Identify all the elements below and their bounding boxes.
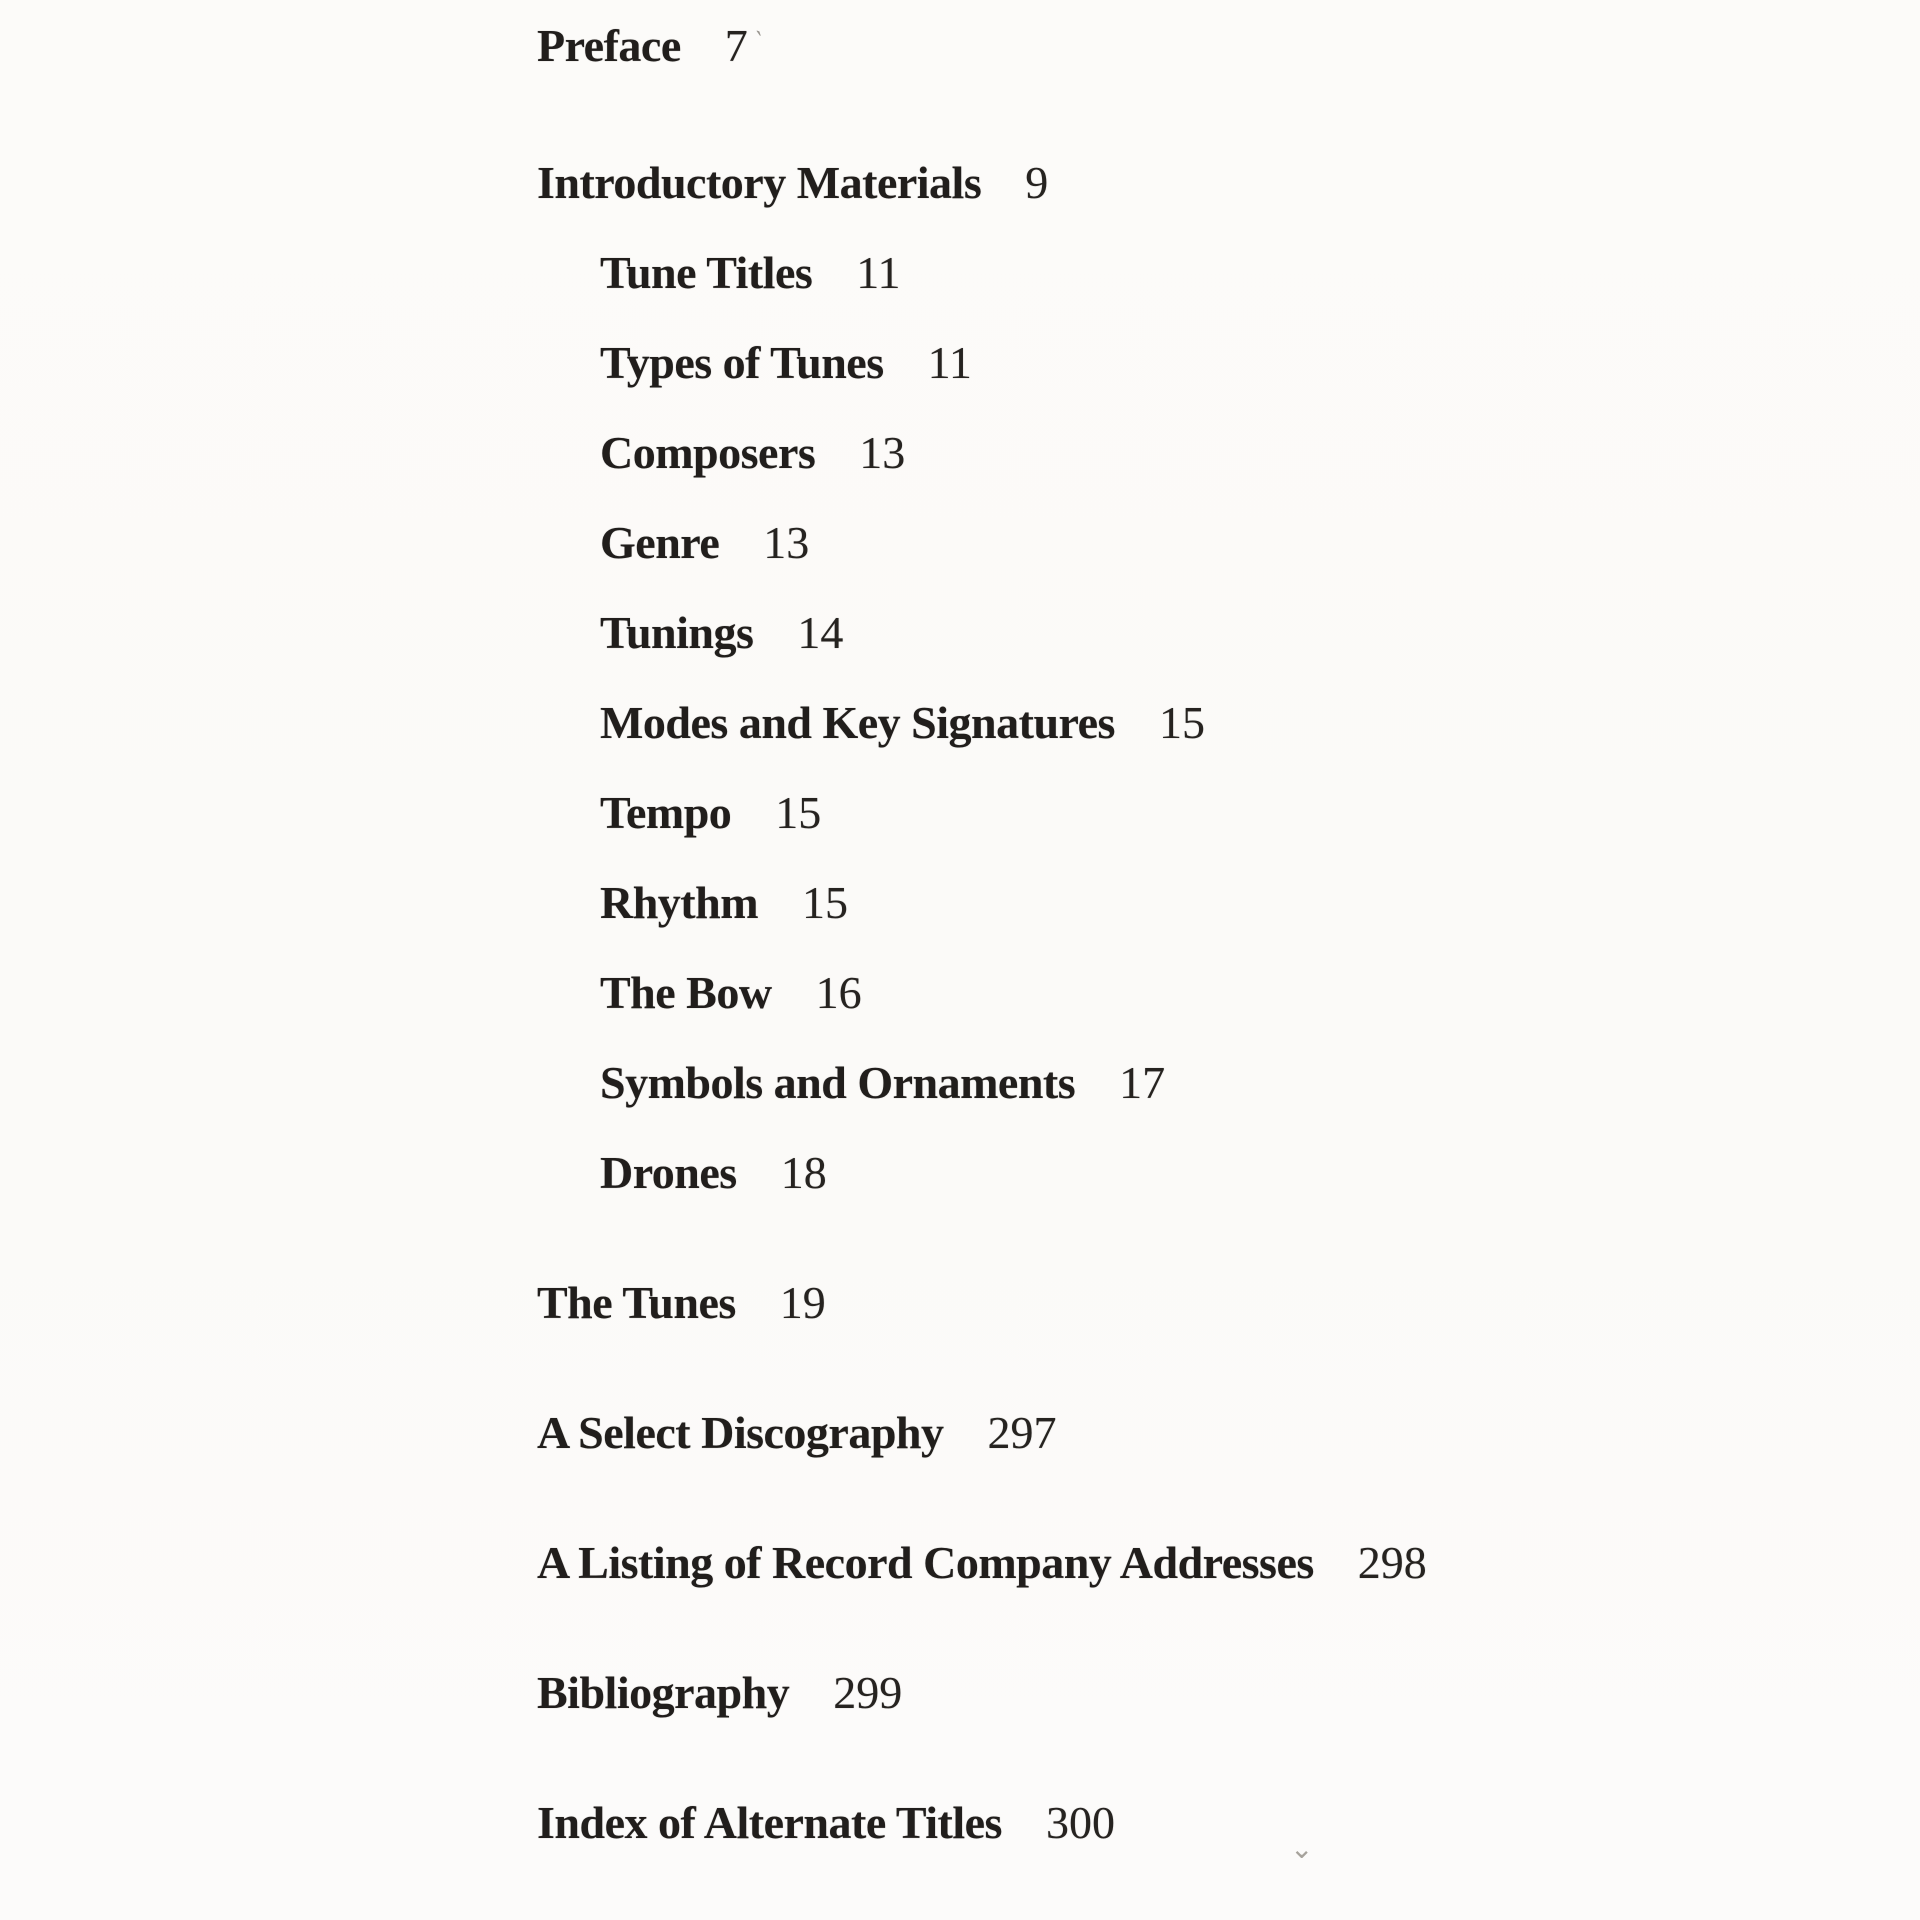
toc-entry-page-number: 11 bbox=[927, 337, 972, 388]
toc-entry bbox=[600, 785, 1920, 841]
toc-entry-label: Tempo bbox=[600, 787, 732, 838]
toc-entry bbox=[600, 875, 1920, 931]
toc-entry bbox=[600, 245, 1920, 301]
toc-entry-label: Bibliography bbox=[537, 1667, 790, 1718]
scan-artifact-tick: ` bbox=[747, 25, 766, 56]
toc-entry bbox=[537, 1535, 1920, 1591]
toc-entry-page-number: 298 bbox=[1357, 1537, 1427, 1588]
toc-entry-page-number: 11 bbox=[856, 247, 901, 298]
toc-entry-page-number: 13 bbox=[763, 517, 810, 568]
toc-entry-page-number: 297 bbox=[987, 1407, 1057, 1458]
toc-entry-page-number: 16 bbox=[815, 967, 862, 1018]
toc-entry-label: Index of Alternate Titles bbox=[537, 1797, 1002, 1848]
toc-entry-label: The Bow bbox=[600, 967, 772, 1018]
toc-entry bbox=[537, 155, 1920, 211]
toc-entry-page-number: 15 bbox=[1158, 697, 1205, 748]
toc-entry bbox=[537, 1665, 1920, 1721]
toc-entry bbox=[600, 515, 1920, 571]
toc-entry-label: The Tunes bbox=[537, 1277, 736, 1328]
toc-entry-page-number: 300 bbox=[1045, 1797, 1115, 1848]
toc-entry-label: Preface bbox=[537, 20, 681, 71]
toc-entry-label: A Select Discography bbox=[537, 1407, 944, 1458]
toc-entry bbox=[600, 425, 1920, 481]
toc-entry-page-number: 18 bbox=[780, 1147, 827, 1198]
toc-entry-page-number: 19 bbox=[779, 1277, 826, 1328]
toc-entry-label: Types of Tunes bbox=[600, 337, 884, 388]
toc-entry-label: Tunings bbox=[600, 607, 754, 658]
toc-entry-page-number: 9 bbox=[1025, 157, 1049, 208]
toc-entry-label: Tune Titles bbox=[600, 247, 813, 298]
toc-entry bbox=[600, 695, 1920, 751]
toc-entry-page-number: 7 bbox=[724, 20, 748, 71]
toc-entry bbox=[600, 1145, 1920, 1201]
table-of-contents bbox=[0, 18, 1920, 1851]
toc-entry bbox=[600, 335, 1920, 391]
toc-entry-page-number: 14 bbox=[797, 607, 844, 658]
toc-entry bbox=[537, 1275, 1920, 1331]
toc-entry bbox=[537, 1405, 1920, 1461]
toc-entry-page-number: 15 bbox=[775, 787, 822, 838]
toc-entry-label: A Listing of Record Company Addresses bbox=[537, 1537, 1314, 1588]
toc-entry-page-number: 299 bbox=[833, 1667, 903, 1718]
toc-entry-page-number: 13 bbox=[859, 427, 906, 478]
toc-entry-label: Modes and Key Signatures bbox=[600, 697, 1115, 748]
toc-entry-label: Rhythm bbox=[600, 877, 759, 928]
toc-entry-label: Drones bbox=[600, 1147, 737, 1198]
toc-entry-page-number: 15 bbox=[802, 877, 849, 928]
scan-artifact-chevron: ⌄ bbox=[1290, 1834, 1314, 1865]
toc-entry-label: Introductory Materials bbox=[537, 157, 982, 208]
toc-entry-label: Composers bbox=[600, 427, 816, 478]
toc-entry-label: Genre bbox=[600, 517, 720, 568]
toc-entry bbox=[600, 965, 1920, 1021]
toc-entry bbox=[600, 1055, 1920, 1111]
toc-entry-label: Symbols and Ornaments bbox=[600, 1057, 1076, 1108]
toc-entry bbox=[600, 605, 1920, 661]
toc-entry-page-number: 17 bbox=[1119, 1057, 1166, 1108]
toc-entry bbox=[537, 18, 1920, 74]
toc-entry bbox=[537, 1795, 1920, 1851]
